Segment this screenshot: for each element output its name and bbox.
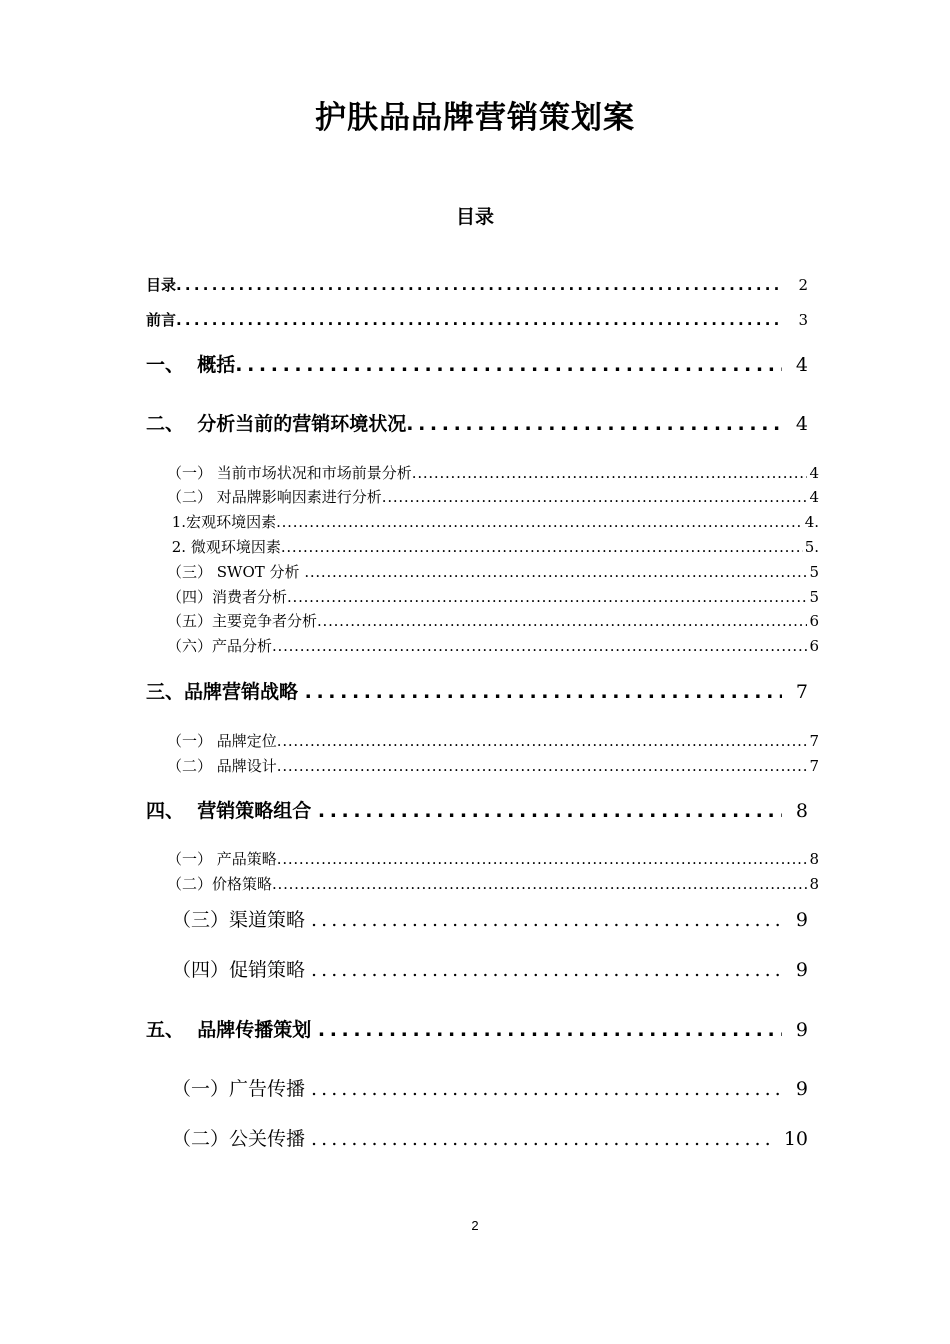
toc-heading: 目录 bbox=[455, 206, 494, 228]
toc-entry-label: 2. 微观环境因素 bbox=[167, 538, 281, 556]
toc-dot-leader bbox=[276, 513, 803, 531]
toc-dot-leader bbox=[406, 413, 782, 435]
toc-entry-page: 8 bbox=[809, 875, 819, 893]
toc-entry-label: 一、 概括 bbox=[146, 354, 236, 376]
toc-dot-leader bbox=[235, 354, 782, 376]
toc-entry-page: 4 bbox=[809, 488, 819, 506]
toc-entry-label: （三）渠道策略 bbox=[172, 909, 312, 931]
page-number: 2 bbox=[471, 1218, 479, 1233]
toc-entry-label: 三、品牌营销战略 bbox=[146, 681, 305, 703]
toc-entry-page: 10 bbox=[783, 1128, 808, 1150]
toc-entry-page: 8 bbox=[809, 850, 819, 868]
toc-entry-page: 9 bbox=[795, 909, 808, 931]
toc-entry-label: 五、 品牌传播策划 bbox=[146, 1019, 318, 1041]
toc-entry-label: （三） SWOT 分析 bbox=[167, 563, 305, 581]
toc-dot-leader bbox=[318, 1019, 782, 1041]
toc-entry-label: （二） 对品牌影响因素进行分析 bbox=[167, 488, 382, 506]
toc-entry-page: 7 bbox=[809, 732, 819, 750]
toc-entry-page: 4 bbox=[809, 464, 819, 482]
toc-entry-4-4[interactable] bbox=[172, 955, 808, 985]
toc-entry-label: （二）公关传播 bbox=[172, 1128, 312, 1150]
toc-entry-page: 5 bbox=[809, 563, 819, 581]
toc-entry-label: （四）促销策略 bbox=[172, 959, 312, 981]
toc-entry-label: （一）广告传播 bbox=[172, 1078, 312, 1100]
toc-dot-leader bbox=[311, 1078, 786, 1100]
toc-entry-preface[interactable] bbox=[146, 309, 808, 339]
toc-entry-page: 4. bbox=[804, 513, 819, 531]
toc-dot-leader bbox=[281, 538, 803, 556]
toc-entry-page: 8 bbox=[795, 800, 808, 822]
toc-entry-page: 7 bbox=[795, 681, 808, 703]
toc-entry-label: 四、 营销策略组合 bbox=[146, 800, 318, 822]
toc-dot-leader bbox=[412, 464, 808, 482]
toc-dot-leader bbox=[311, 959, 786, 981]
toc-entry-page: 6 bbox=[809, 612, 819, 630]
toc-entry-section-2[interactable] bbox=[146, 409, 808, 439]
toc-dot-leader bbox=[382, 488, 808, 506]
toc-dot-leader bbox=[317, 612, 807, 630]
toc-dot-leader bbox=[277, 757, 808, 775]
toc-entry-page: 5 bbox=[809, 588, 819, 606]
toc-entry-page: 4 bbox=[795, 413, 808, 435]
toc-entry-label: （一） 当前市场状况和市场前景分析 bbox=[167, 464, 412, 482]
toc-entry-3-2[interactable] bbox=[167, 755, 819, 785]
toc-entry-page: 5. bbox=[804, 538, 819, 556]
toc-entry-label: （一） 产品策略 bbox=[167, 850, 277, 868]
toc-entry-page: 9 bbox=[795, 959, 808, 981]
toc-entry-label: 1.宏观环境因素 bbox=[167, 513, 277, 531]
toc-dot-leader bbox=[176, 276, 784, 294]
toc-entry-contents[interactable] bbox=[146, 274, 808, 304]
toc-entry-section-3[interactable] bbox=[146, 677, 808, 707]
toc-entry-label: 目录 bbox=[146, 276, 177, 294]
toc-entry-section-1[interactable] bbox=[146, 350, 808, 380]
toc-entry-label: （二）价格策略 bbox=[167, 875, 273, 893]
toc-dot-leader bbox=[318, 800, 782, 822]
toc-dot-leader bbox=[272, 875, 807, 893]
toc-dot-leader bbox=[304, 563, 807, 581]
toc-entry-4-2[interactable] bbox=[167, 873, 819, 903]
toc-dot-leader bbox=[176, 311, 784, 329]
toc-entry-page: 9 bbox=[795, 1078, 808, 1100]
toc-entry-4-3[interactable] bbox=[172, 905, 808, 935]
toc-entry-page: 2 bbox=[798, 276, 808, 294]
toc-entry-page: 7 bbox=[809, 757, 819, 775]
toc-dot-leader bbox=[272, 637, 807, 655]
toc-dot-leader bbox=[311, 1128, 774, 1150]
toc-dot-leader bbox=[287, 588, 807, 606]
toc-entry-label: （四）消费者分析 bbox=[167, 588, 288, 606]
toc-entry-label: 前言 bbox=[146, 311, 177, 329]
toc-entry-label: （一） 品牌定位 bbox=[167, 732, 277, 750]
toc-dot-leader bbox=[305, 681, 782, 703]
toc-entry-page: 3 bbox=[798, 311, 808, 329]
toc-entry-page: 4 bbox=[795, 354, 808, 376]
toc-dot-leader bbox=[311, 909, 786, 931]
toc-entry-5-2[interactable] bbox=[172, 1124, 808, 1154]
toc-entry-label: （二） 品牌设计 bbox=[167, 757, 277, 775]
toc-dot-leader bbox=[277, 732, 808, 750]
toc-entry-page: 6 bbox=[809, 637, 819, 655]
toc-entry-section-5[interactable] bbox=[146, 1015, 808, 1045]
toc-entry-label: （五）主要竞争者分析 bbox=[167, 612, 318, 630]
toc-dot-leader bbox=[277, 850, 808, 868]
toc-entry-2-6[interactable] bbox=[167, 635, 819, 665]
toc-entry-section-4[interactable] bbox=[146, 796, 808, 826]
toc-entry-page: 9 bbox=[795, 1019, 808, 1041]
toc-entry-5-1[interactable] bbox=[172, 1074, 808, 1104]
toc-entry-label: （六）产品分析 bbox=[167, 637, 273, 655]
toc-entry-label: 二、 分析当前的营销环境状况 bbox=[146, 413, 407, 435]
document-title: 护肤品品牌营销策划案 bbox=[315, 100, 635, 136]
